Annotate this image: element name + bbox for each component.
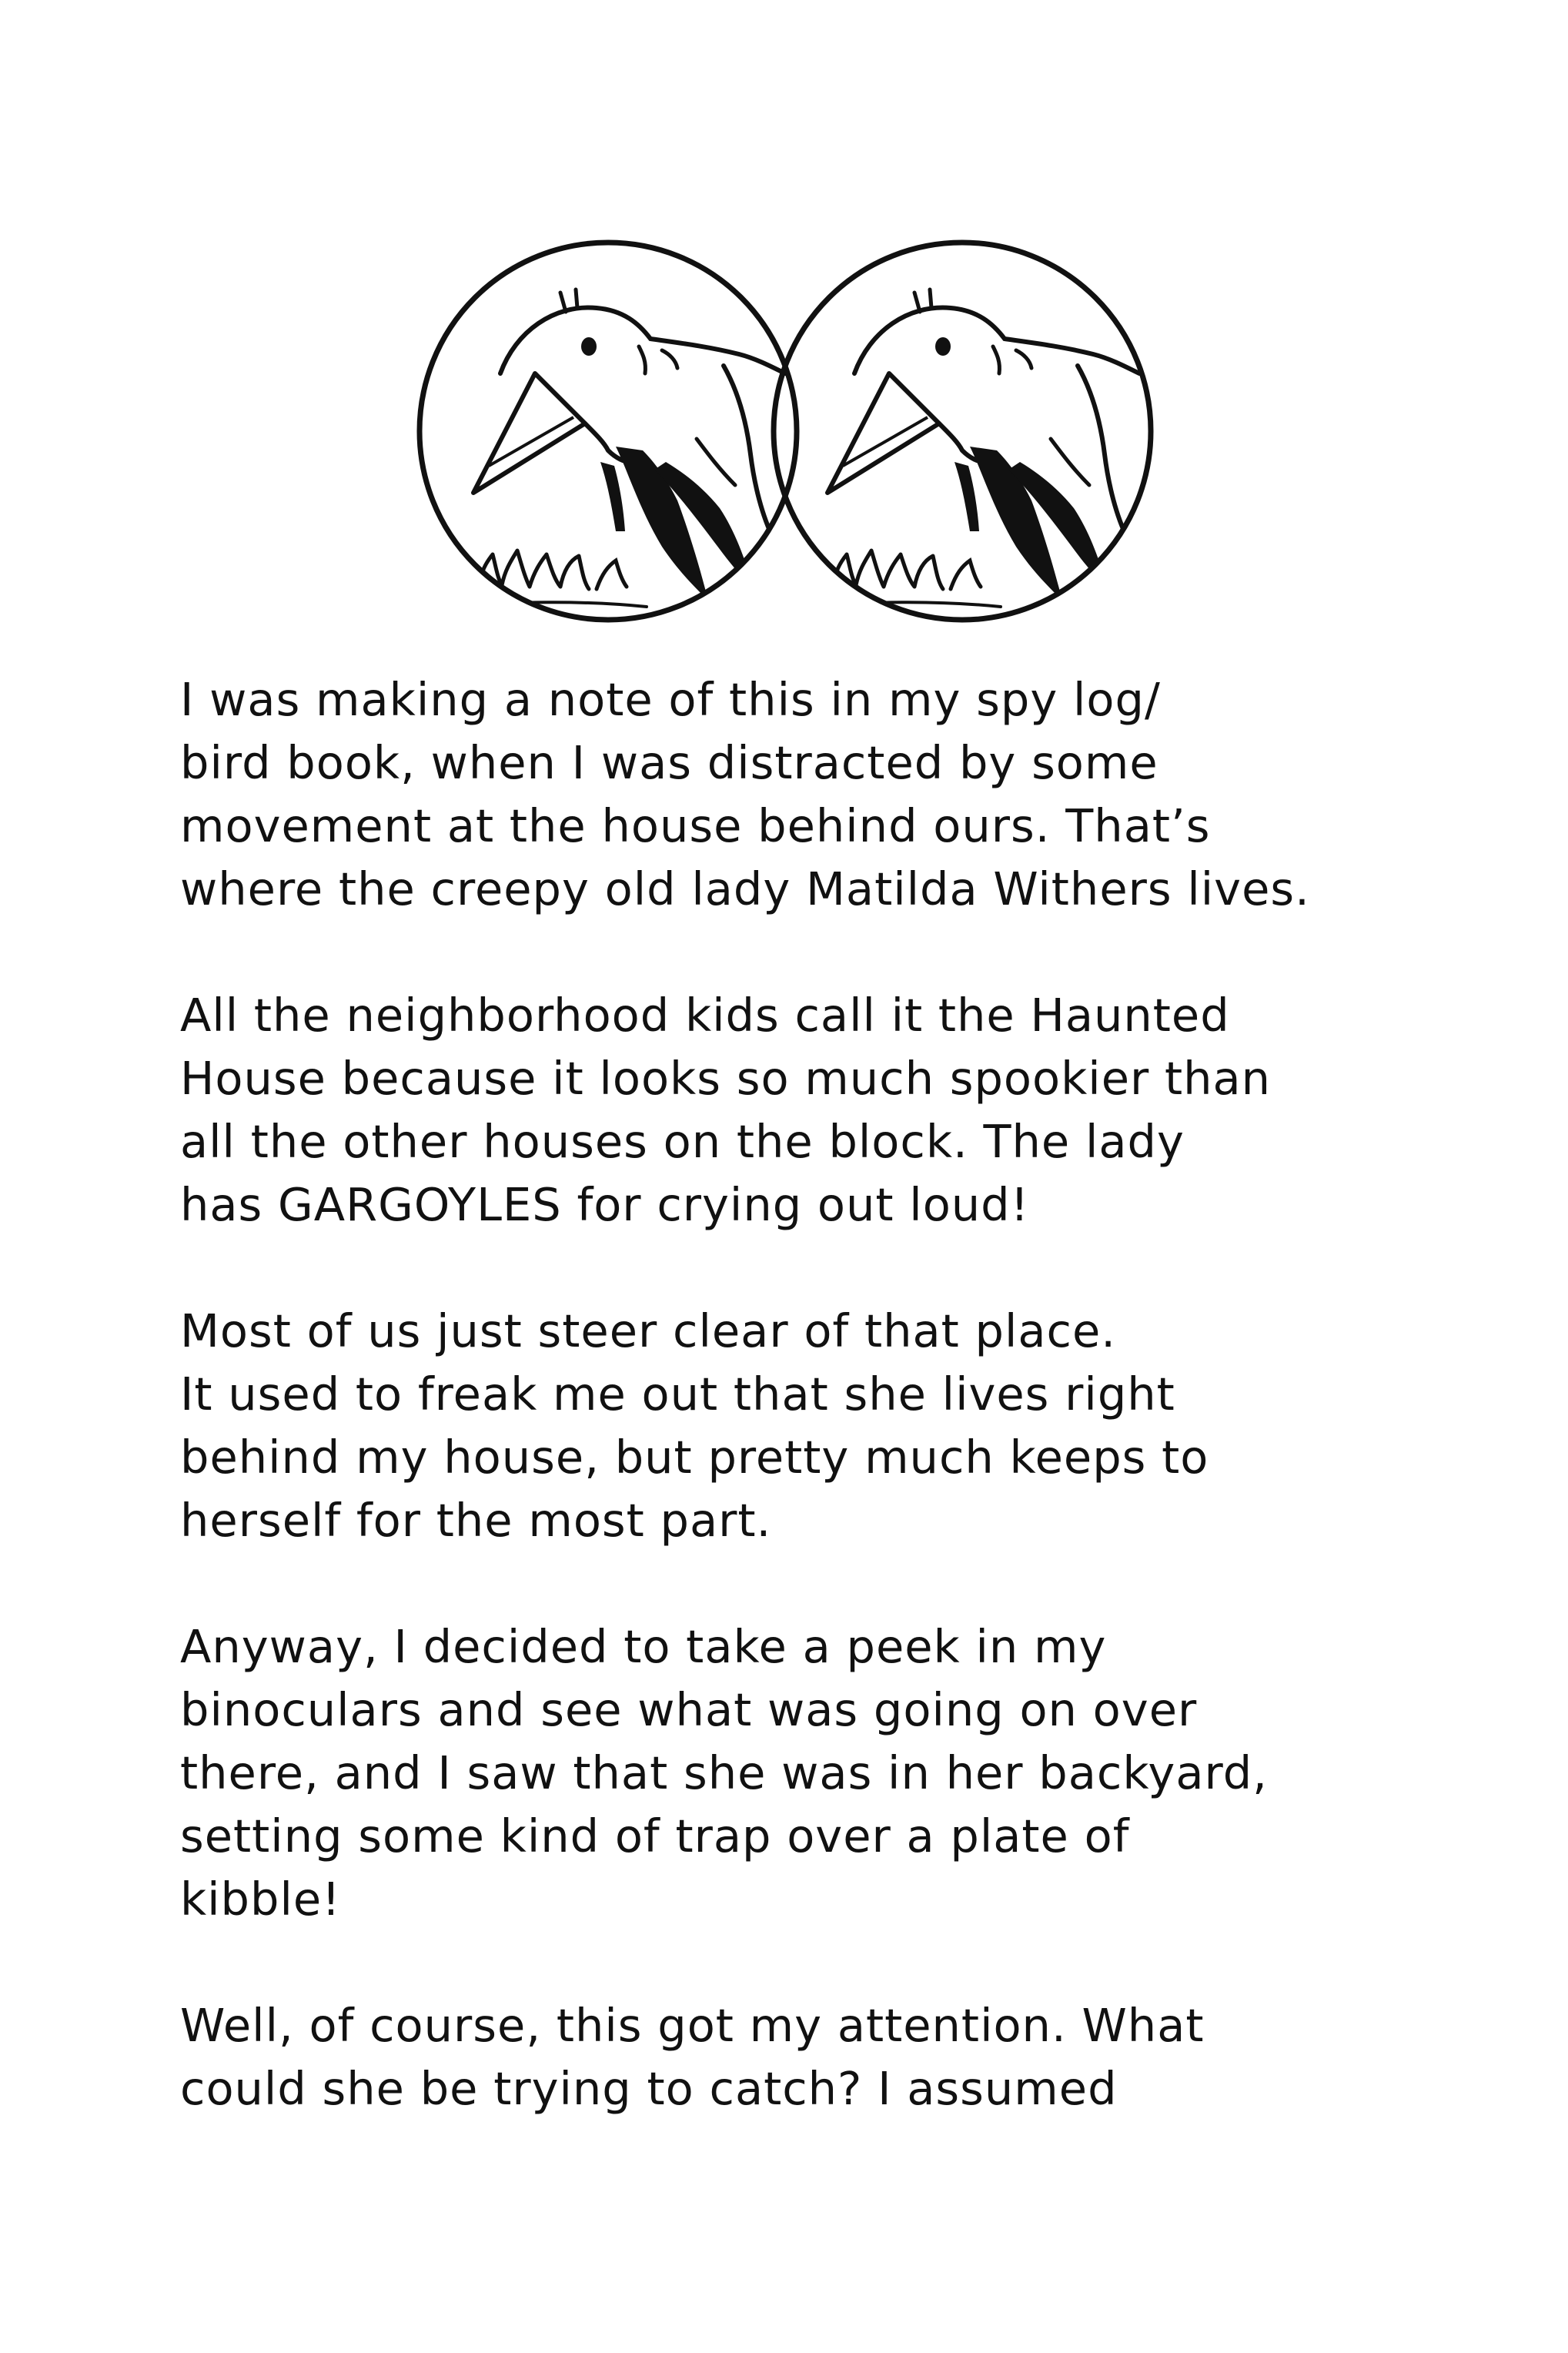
text-line: It used to freak me out that she lives right: [180, 1367, 1175, 1421]
text-line: herself for the most part.: [180, 1494, 772, 1547]
paragraph-steer-clear: [180, 1300, 1489, 1552]
text-line: kibble!: [180, 1873, 341, 1926]
binocular-crow-illustration: [400, 223, 1170, 639]
text-line: House because it looks so much spookier than: [180, 1052, 1272, 1105]
text-line: all the other houses on the block. The lady: [180, 1115, 1185, 1168]
text-line: Well, of course, this got my attention. What: [180, 1999, 1205, 2052]
binocular-view-crow-icon: [400, 223, 1170, 639]
paragraph-haunted-house: [180, 984, 1489, 1237]
text-line: has GARGOYLES for crying out loud!: [180, 1178, 1030, 1231]
story-text: [180, 668, 1489, 2184]
paragraph-spy-log: [180, 668, 1489, 921]
paragraph-binoculars: [180, 1615, 1489, 1931]
text-line: Anyway, I decided to take a peek in my: [180, 1620, 1107, 1673]
text-line: behind my house, but pretty much keeps to: [180, 1431, 1209, 1484]
text-line: I was making a note of this in my spy log/: [180, 673, 1161, 726]
text-line: movement at the house behind ours. That’s: [180, 799, 1211, 852]
text-line: setting some kind of trap over a plate of: [180, 1809, 1130, 1863]
text-line: bird book, when I was distracted by some: [180, 736, 1158, 789]
text-line: binoculars and see what was going on over: [180, 1683, 1198, 1736]
text-line: where the creepy old lady Matilda Withers lives.: [180, 862, 1310, 915]
text-line: All the neighborhood kids call it the Haunted: [180, 989, 1230, 1042]
text-line: Most of us just steer clear of that place.: [180, 1304, 1117, 1357]
paragraph-attention: [180, 1994, 1489, 2120]
text-line: could she be trying to catch? I assumed: [180, 2062, 1118, 2115]
text-line: there, and I saw that she was in her backyard,: [180, 1746, 1268, 1799]
